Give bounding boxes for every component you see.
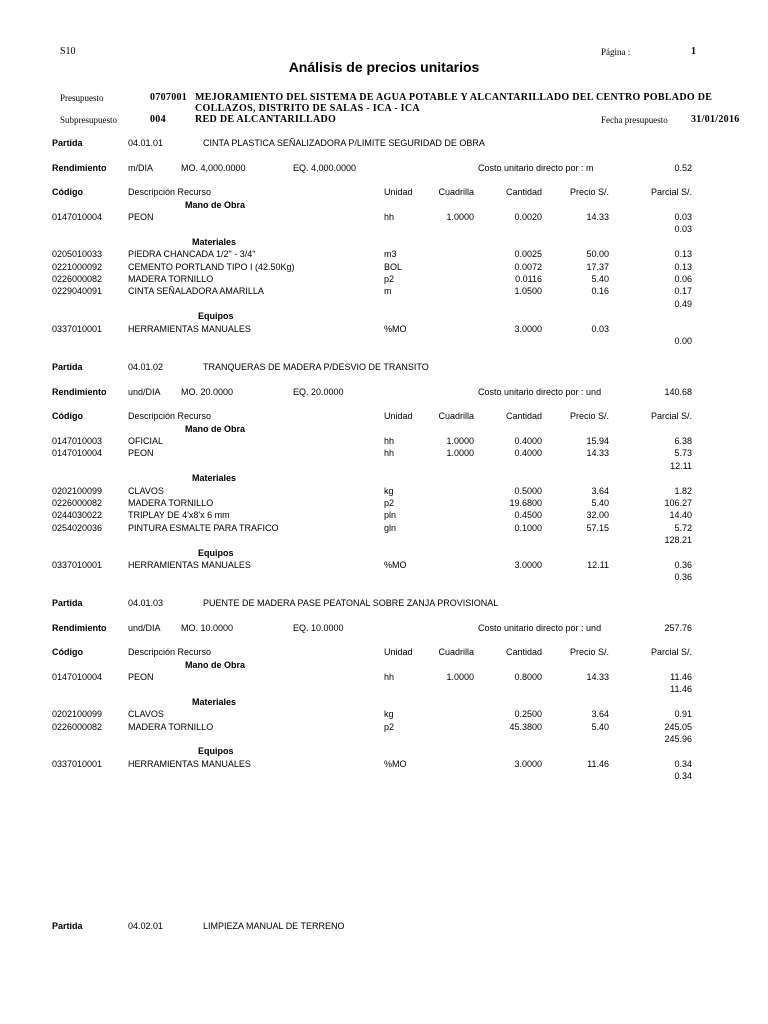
resource-cantidad: 1.0500 <box>514 286 542 297</box>
resource-cantidad: 0.4000 <box>514 435 542 446</box>
resource-precio: 5.40 <box>591 721 609 732</box>
partida-code: 04.01.01 <box>128 138 164 148</box>
resource-parcial: 0.34 <box>674 758 692 769</box>
section-total: 0.34 <box>674 771 692 782</box>
resource-parcial: 0.91 <box>674 709 692 720</box>
resource-desc: TRIPLAY DE 4'x8'x 6 mm <box>128 510 230 521</box>
section-mano-de-obra: Mano de Obra <box>185 423 246 434</box>
resource-desc: CINTA SEÑALADORA AMARILLA <box>128 286 264 297</box>
resource-precio: 12.11 <box>587 559 609 570</box>
section-mano-de-obra: Mano de Obra <box>185 659 246 670</box>
resource-code: 0202100099 <box>52 709 103 720</box>
costo-unitario-label: Costo unitario directo por : und <box>478 623 602 633</box>
resource-parcial: 11.46 <box>670 671 692 682</box>
col-precio: Precio S/. <box>569 647 609 657</box>
resource-unit: p2 <box>384 273 395 284</box>
resource-code: 0337010001 <box>52 323 103 334</box>
resource-cantidad: 0.0025 <box>514 249 542 260</box>
resource-code: 0337010001 <box>52 758 103 769</box>
partida-name: CINTA PLASTICA SEÑALIZADORA P/LIMITE SEGURIDAD DE OBRA <box>203 138 485 148</box>
rendimiento-mo: MO. 10.0000 <box>181 623 234 633</box>
rendimiento-unit: m/DIA <box>128 163 154 173</box>
fecha-value: 31/01/2016 <box>691 114 740 125</box>
resource-unit: hh <box>384 671 395 682</box>
resource-unit: hh <box>384 435 395 446</box>
col-unidad: Unidad <box>384 411 413 421</box>
section-mano-de-obra: Mano de Obra <box>185 199 246 210</box>
resource-code: 0337010001 <box>52 559 103 570</box>
rendimiento-mo: MO. 20.0000 <box>181 387 234 397</box>
costo-unitario-value: 0.52 <box>674 163 692 173</box>
presupuesto-desc-line2: COLLAZOS, DISTRITO DE SALAS - ICA - ICA <box>195 103 420 114</box>
resource-precio: 14.33 <box>586 448 609 459</box>
resource-precio: 15.94 <box>586 435 609 446</box>
resource-unit: hh <box>384 448 395 459</box>
fecha-label: Fecha presupuesto <box>601 115 668 125</box>
partida-code: 04.02.01 <box>128 921 164 931</box>
col-cuadrilla: Cuadrilla <box>438 187 474 197</box>
resource-code: 0226000082 <box>52 721 103 732</box>
resource-cantidad: 3.0000 <box>514 758 542 769</box>
resource-precio: 32.00 <box>586 510 609 521</box>
col-parcial: Parcial S/. <box>650 647 692 657</box>
rendimiento-label: Rendimiento <box>52 623 107 633</box>
section-total: 0.36 <box>674 572 692 583</box>
resource-unit: %MO <box>384 758 407 769</box>
resource-code: 0147010004 <box>52 671 103 682</box>
section-total: 0.00 <box>674 335 692 346</box>
rendimiento-label: Rendimiento <box>52 387 107 397</box>
resource-desc: PEON <box>128 211 154 222</box>
resource-precio: 0.03 <box>591 323 609 334</box>
col-codigo: Código <box>52 411 83 421</box>
section-total: 0.03 <box>674 224 692 235</box>
resource-parcial: 106.27 <box>664 497 692 508</box>
resource-unit: pln <box>384 510 397 521</box>
page-title: Análisis de precios unitarios <box>288 59 480 75</box>
resource-parcial: 6.38 <box>674 435 692 446</box>
partida-code: 04.01.03 <box>128 598 164 608</box>
resource-cantidad: 0.4500 <box>514 510 542 521</box>
partida-label: Partida <box>52 138 83 148</box>
resource-cuadrilla: 1.0000 <box>446 448 474 459</box>
rendimiento-unit: und/DIA <box>128 387 161 397</box>
section-total: 245.96 <box>664 733 692 744</box>
rendimiento-eq: EQ. 20.0000 <box>293 387 344 397</box>
resource-desc: HERRAMIENTAS MANUALES <box>128 323 251 334</box>
subpresupuesto-desc: RED DE ALCANTARILLADO <box>195 114 337 125</box>
resource-code: 0202100099 <box>52 485 103 496</box>
rendimiento-unit: und/DIA <box>128 623 161 633</box>
col-cuadrilla: Cuadrilla <box>438 411 474 421</box>
section-equipos: Equipos <box>198 311 234 322</box>
resource-desc: PINTURA ESMALTE PARA TRAFICO <box>128 522 279 533</box>
page-label: Página : <box>601 47 631 57</box>
col-parcial: Parcial S/. <box>650 411 692 421</box>
resource-parcial: 0.13 <box>674 249 692 260</box>
col-cuadrilla: Cuadrilla <box>438 647 474 657</box>
col-unidad: Unidad <box>384 187 413 197</box>
resource-parcial: 14.40 <box>669 510 692 521</box>
page-number: 1 <box>691 46 696 57</box>
resource-parcial: 0.36 <box>674 559 692 570</box>
resource-parcial: 1.82 <box>674 485 692 496</box>
section-total: 12.11 <box>670 460 692 471</box>
col-codigo: Código <box>52 647 83 657</box>
resource-desc: MADERA TORNILLO <box>128 721 214 732</box>
resource-unit: BOL <box>384 261 403 272</box>
resource-precio: 50.00 <box>586 249 609 260</box>
resource-precio: 0.16 <box>591 286 609 297</box>
resource-precio: 17.37 <box>586 261 609 272</box>
costo-unitario-value: 140.68 <box>664 387 692 397</box>
col-unidad: Unidad <box>384 647 413 657</box>
col-cantidad: Cantidad <box>505 411 542 421</box>
rendimiento-eq: EQ. 4,000.0000 <box>293 163 357 173</box>
resource-unit: hh <box>384 211 395 222</box>
resource-code: 0221000092 <box>52 261 103 272</box>
resource-unit: kg <box>384 709 394 720</box>
resource-desc: HERRAMIENTAS MANUALES <box>128 559 251 570</box>
section-total: 0.49 <box>674 298 692 309</box>
partida-label: Partida <box>52 362 83 372</box>
resource-cantidad: 0.2500 <box>514 709 542 720</box>
rendimiento-eq: EQ. 10.0000 <box>293 623 344 633</box>
resource-desc: OFICIAL <box>128 435 164 446</box>
resource-cantidad: 45.3800 <box>509 721 542 732</box>
rendimiento-label: Rendimiento <box>52 163 107 173</box>
resource-parcial: 0.13 <box>674 261 692 272</box>
section-total: 128.21 <box>664 535 692 546</box>
section-total: 11.46 <box>670 684 692 695</box>
resource-desc: PIEDRA CHANCADA 1/2" - 3/4" <box>128 249 256 260</box>
partida-name: LIMPIEZA MANUAL DE TERRENO <box>203 921 345 931</box>
resource-code: 0147010003 <box>52 435 103 446</box>
resource-desc: CLAVOS <box>128 709 164 720</box>
partida-label: Partida <box>52 598 83 608</box>
resource-unit: p2 <box>384 721 395 732</box>
resource-parcial: 245.05 <box>664 721 692 732</box>
presupuesto-desc-line1: MEJORAMIENTO DEL SISTEMA DE AGUA POTABLE Y ALCANTARILLADO DEL CENTRO POBLADO DE <box>195 92 713 103</box>
resource-unit: m <box>384 286 392 297</box>
col-cantidad: Cantidad <box>505 187 542 197</box>
section-equipos: Equipos <box>198 746 234 757</box>
rendimiento-mo: MO. 4,000.0000 <box>181 163 246 173</box>
resource-parcial: 0.17 <box>674 286 692 297</box>
resource-desc: PEON <box>128 448 154 459</box>
resource-precio: 14.33 <box>586 671 609 682</box>
col-precio: Precio S/. <box>569 187 609 197</box>
resource-unit: p2 <box>384 497 395 508</box>
resource-unit: %MO <box>384 323 407 334</box>
resource-unit: %MO <box>384 559 407 570</box>
resource-cantidad: 0.0020 <box>514 211 542 222</box>
resource-unit: m3 <box>384 249 397 260</box>
resource-parcial: 0.03 <box>674 211 692 222</box>
resource-desc: CLAVOS <box>128 485 164 496</box>
costo-unitario-label: Costo unitario directo por : und <box>478 387 602 397</box>
resource-precio: 5.40 <box>591 273 609 284</box>
section-materiales: Materiales <box>192 696 237 707</box>
resource-code: 0147010004 <box>52 448 103 459</box>
resource-code: 0229040091 <box>52 286 103 297</box>
partida-label: Partida <box>52 921 83 931</box>
presupuesto-label: Presupuesto <box>60 93 104 103</box>
resource-unit: kg <box>384 485 394 496</box>
col-cantidad: Cantidad <box>505 647 542 657</box>
partida-name: TRANQUERAS DE MADERA P/DESVIO DE TRANSITO <box>203 362 429 372</box>
resource-cantidad: 19.6800 <box>509 497 542 508</box>
resource-cantidad: 3.0000 <box>514 323 542 334</box>
subpresupuesto-label: Subpresupuesto <box>60 115 117 125</box>
costo-unitario-value: 257.76 <box>664 623 692 633</box>
partida-code: 04.01.02 <box>128 362 164 372</box>
resource-precio: 11.46 <box>587 758 609 769</box>
resource-cantidad: 3.0000 <box>514 559 542 570</box>
resource-desc: MADERA TORNILLO <box>128 273 214 284</box>
resource-code: 0147010004 <box>52 211 103 222</box>
col-precio: Precio S/. <box>569 411 609 421</box>
software-label: S10 <box>60 46 76 57</box>
resource-cantidad: 0.0072 <box>514 261 542 272</box>
resource-parcial: 5.72 <box>674 522 692 533</box>
presupuesto-code: 0707001 <box>150 92 188 103</box>
resource-cantidad: 0.0116 <box>515 273 542 284</box>
resource-code: 0226000082 <box>52 273 103 284</box>
resource-code: 0244030022 <box>52 510 103 521</box>
partida-name: PUENTE DE MADERA PASE PEATONAL SOBRE ZANJA PROVISIONAL <box>203 598 499 608</box>
resource-desc: MADERA TORNILLO <box>128 497 214 508</box>
resource-cuadrilla: 1.0000 <box>446 671 474 682</box>
resource-precio: 5.40 <box>591 497 609 508</box>
resource-code: 0205010033 <box>52 249 103 260</box>
resource-precio: 3.64 <box>591 485 609 496</box>
section-materiales: Materiales <box>192 473 237 484</box>
section-equipos: Equipos <box>198 547 234 558</box>
resource-cantidad: 0.1000 <box>514 522 542 533</box>
col-descripcion: Descripción Recurso <box>128 411 212 421</box>
costo-unitario-label: Costo unitario directo por : m <box>478 163 594 173</box>
resource-cuadrilla: 1.0000 <box>446 435 474 446</box>
resource-desc: PEON <box>128 671 154 682</box>
resource-cantidad: 0.5000 <box>514 485 542 496</box>
resource-cuadrilla: 1.0000 <box>446 211 474 222</box>
resource-parcial: 5.73 <box>674 448 692 459</box>
col-parcial: Parcial S/. <box>650 187 692 197</box>
resource-code: 0254020036 <box>52 522 103 533</box>
resource-code: 0226000082 <box>52 497 103 508</box>
resource-cantidad: 0.4000 <box>514 448 542 459</box>
resource-precio: 3.64 <box>591 709 609 720</box>
subpresupuesto-code: 004 <box>150 114 166 125</box>
resource-precio: 14.33 <box>586 211 609 222</box>
resource-precio: 57.15 <box>586 522 609 533</box>
col-descripcion: Descripción Recurso <box>128 647 212 657</box>
resource-unit: gln <box>384 522 397 533</box>
section-materiales: Materiales <box>192 236 237 247</box>
resource-cantidad: 0.8000 <box>514 671 542 682</box>
col-descripcion: Descripción Recurso <box>128 187 212 197</box>
resource-parcial: 0.06 <box>674 273 692 284</box>
resource-desc: HERRAMIENTAS MANUALES <box>128 758 251 769</box>
col-codigo: Código <box>52 187 83 197</box>
resource-desc: CEMENTO PORTLAND TIPO I (42.50Kg) <box>128 261 295 272</box>
